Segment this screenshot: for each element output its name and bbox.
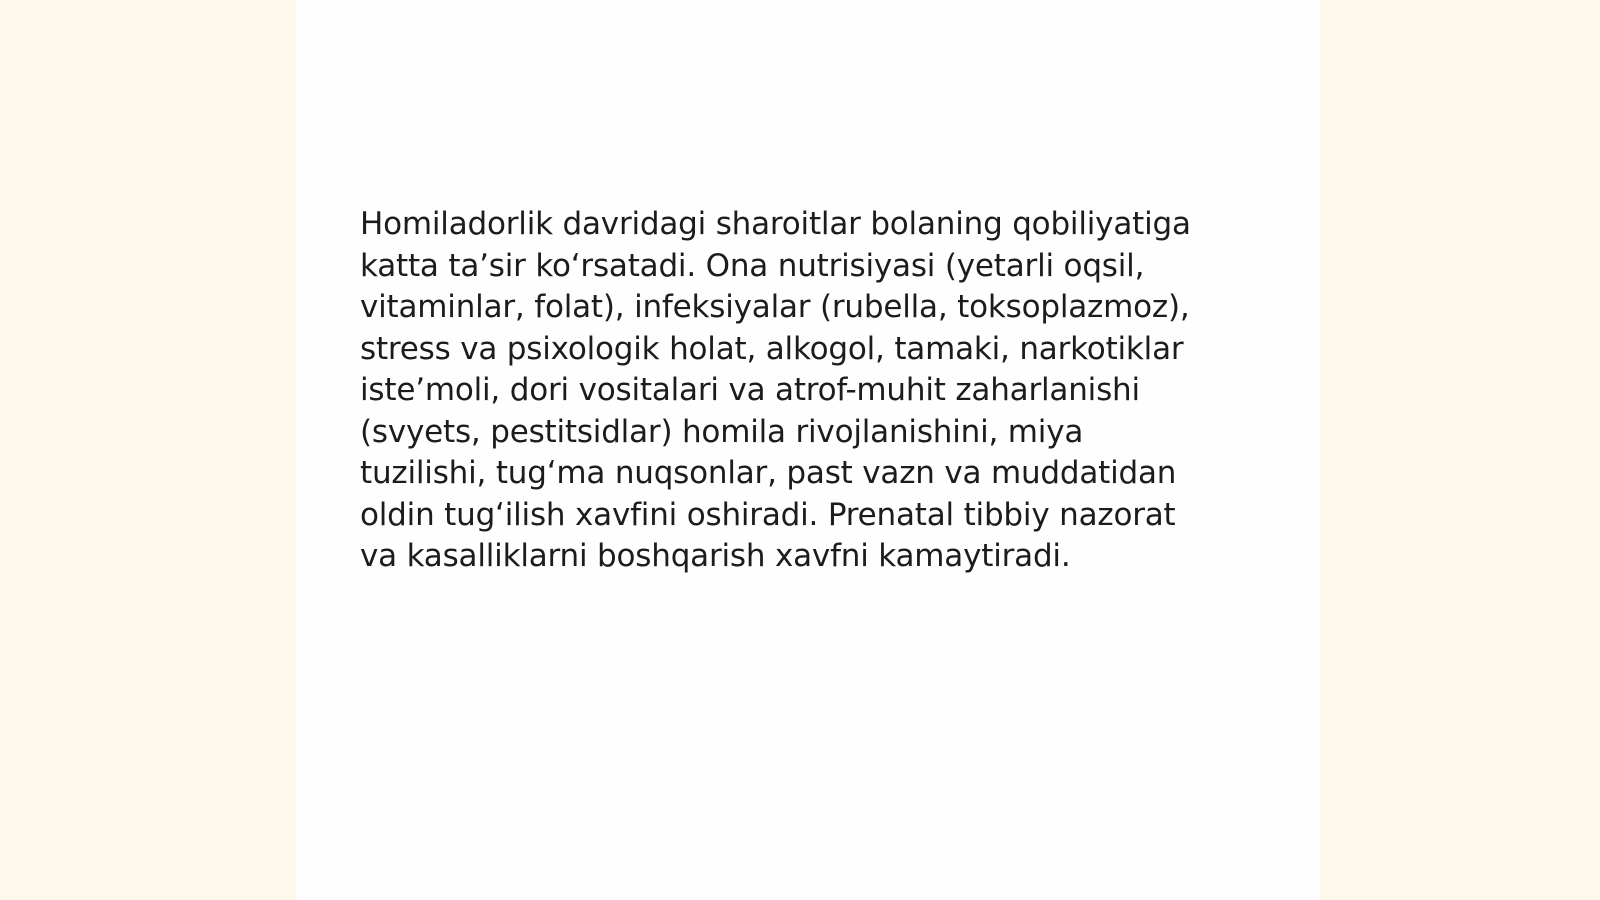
body-paragraph: Homiladorlik davridagi sharoitlar bolaning qobiliyatiga katta ta’sir ko‘rsatadi. Ona nutrisiyasi (yetarli oqsil, vitaminlar, folat), infeksiyalar (rubella, toksoplazmoz), stress va psixologik holat, alkogol, tamaki, narkotiklar iste’moli, dori vositalari va atrof-muhit zaharlanishi (svyets, pestitsidlar) homila rivojlanishini, miya tuzilishi, tug‘ma nuqsonlar, past vazn va muddatidan oldin tug‘ilish xavfini oshiradi. Prenatal tibbiy nazorat va kasalliklarni boshqarish xavfni kamaytiradi. [360,206,1191,574]
content-page [296,0,1320,900]
